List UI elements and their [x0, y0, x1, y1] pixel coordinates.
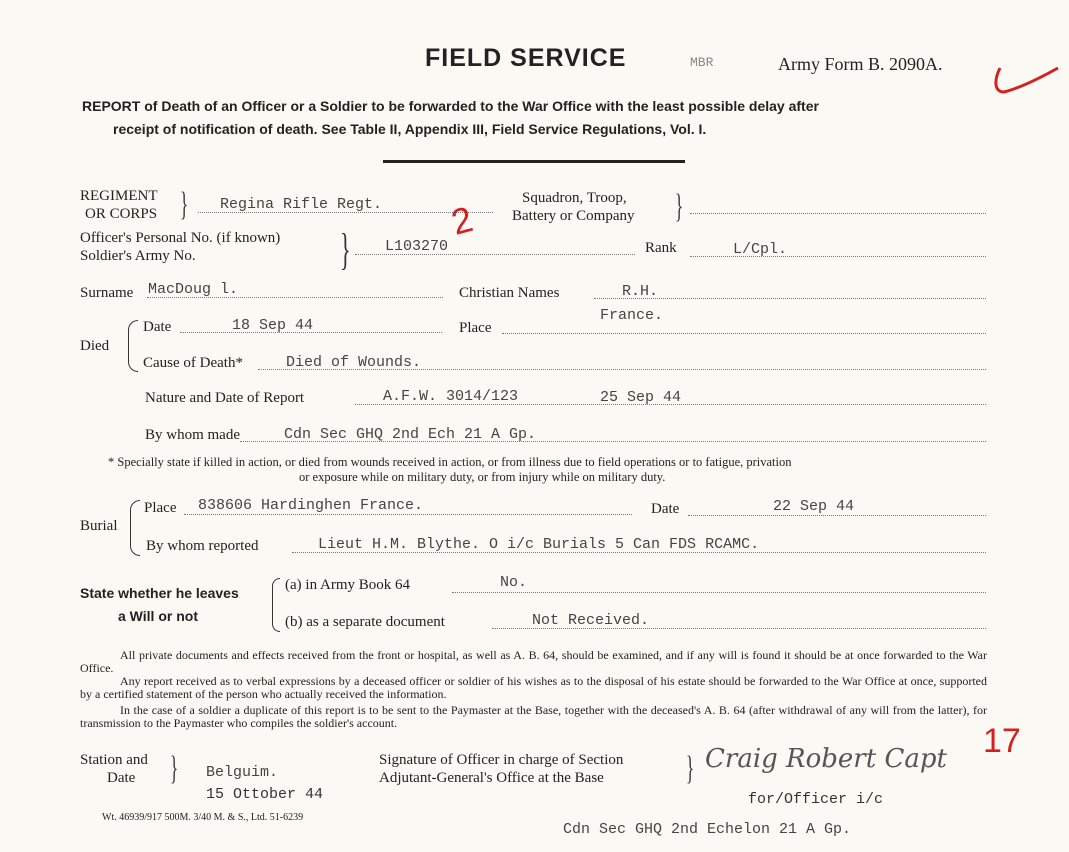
brace: }: [170, 750, 179, 787]
label-battery: Battery or Company: [512, 208, 635, 224]
rank-value: L/Cpl.: [733, 241, 788, 258]
burial-place-value: 838606 Hardinghen France.: [198, 497, 424, 514]
label-cause-of-death: Cause of Death*: [143, 355, 243, 371]
regiment-value: Regina Rifle Regt.: [220, 196, 383, 213]
label-corps: OR CORPS: [85, 206, 158, 222]
christian-names-value: R.H.: [622, 283, 659, 300]
red-annotation: 17: [983, 722, 1021, 760]
printer-imprint: Wt. 46939/917 500M. 3/40 M. & S., Ltd. 51-6239: [102, 812, 304, 823]
brace: }: [340, 225, 351, 274]
report-nature-value: A.F.W. 3014/123: [383, 388, 519, 405]
label-surname: Surname: [80, 285, 134, 301]
brace: }: [675, 188, 684, 225]
label-by-whom-made: By whom made: [145, 427, 240, 443]
label-soldier-no: Soldier's Army No.: [80, 248, 196, 264]
label-burial: Burial: [80, 518, 118, 534]
label-nature-of-report: Nature and Date of Report: [145, 390, 305, 406]
death-date-value: 18 Sep 44: [232, 317, 314, 334]
stamp: MBR: [690, 55, 714, 70]
instruction-line-2: receipt of notification of death. See Table II, Appendix III, Field Service Regulations, Vol. I.: [113, 121, 707, 137]
burial-reported-value: Lieut H.M. Blythe. O i/c Burials 5 Can FDS RCAMC.: [318, 536, 760, 553]
unit-value: Cdn Sec GHQ 2nd Echelon 21 A Gp.: [563, 821, 852, 838]
form-title: FIELD SERVICE: [425, 44, 627, 72]
report-date-value: 25 Sep 44: [600, 389, 682, 406]
label-will-question: State whether he leaves: [80, 585, 239, 601]
surname-value: MacDoug l.: [148, 281, 239, 298]
label-regiment: REGIMENT: [80, 188, 158, 204]
label-christian-names: Christian Names: [459, 285, 560, 301]
separate-document-value: Not Received.: [532, 612, 650, 629]
instruction-paragraph: Any report received as to verbal expressions by a deceased officer or soldier of his wishes as to the disposal of his estate should be forwarded to the War Office at once, supported by a certified statement of the person who actually received the information.: [80, 674, 987, 701]
brace: [130, 500, 140, 556]
label-date: Date: [143, 319, 172, 335]
footnote-line-1: * Specially state if killed in action, or died from wounds received in action, or from illness due to field operations or to fatigue, privation: [108, 455, 792, 469]
instruction-line-1: REPORT of Death of an Officer or a Soldier to be forwarded to the War Office with the least possible delay after: [82, 98, 819, 114]
label-station-date: Date: [107, 770, 136, 786]
form-number: Army Form B. 2090A.: [778, 54, 943, 74]
brace: [128, 320, 138, 372]
station-date-value: 15 Ottober 44: [206, 786, 324, 803]
footnote-line-2: or exposure while on military duty, or from injury while on military duty.: [299, 470, 666, 484]
label-separate-document: (b) as a separate document: [285, 614, 445, 630]
label-will-question-2: a Will or not: [118, 608, 198, 624]
brace: }: [180, 186, 189, 223]
signature: Craig Robert Capt: [705, 744, 947, 774]
brace: }: [686, 750, 695, 787]
by-whom-made-value: Cdn Sec GHQ 2nd Ech 21 A Gp.: [284, 426, 537, 443]
instruction-paragraph: All private documents and effects received from the front or hospital, as well as A. B. 64, should be examined, and if any will is found it should be at once forwarded to the War Office.: [80, 648, 987, 675]
burial-date-value: 22 Sep 44: [773, 498, 855, 515]
for-officer-value: for/Officer i/c: [748, 791, 884, 808]
army-number-value: L103270: [385, 238, 449, 255]
brace: [272, 578, 280, 632]
label-army-book-64: (a) in Army Book 64: [285, 577, 410, 593]
label-died: Died: [80, 338, 110, 354]
label-rank: Rank: [645, 240, 677, 256]
instruction-paragraph: In the case of a soldier a duplicate of this report is to be sent to the Paymaster at the Base, together with the deceased's A. B. 64 (after withdrawal of any will from the latter), for transmission to the Paymaster who compiles the soldier's account.: [80, 703, 987, 730]
divider: [383, 160, 685, 163]
cause-of-death-value: Died of Wounds.: [286, 354, 422, 371]
label-station: Station and: [80, 752, 148, 768]
death-place-value: France.: [600, 307, 664, 324]
label-burial-date: Date: [651, 501, 680, 517]
label-signature: Signature of Officer in charge of Section: [379, 752, 624, 768]
army-book-will-value: No.: [500, 574, 528, 591]
label-burial-reported: By whom reported: [146, 538, 259, 554]
label-squadron: Squadron, Troop,: [522, 190, 627, 206]
label-officer-no: Officer's Personal No. (if known): [80, 230, 281, 246]
label-place: Place: [459, 320, 492, 336]
label-burial-place: Place: [144, 500, 177, 516]
red-tick-mark: [990, 60, 1065, 100]
red-annotation: 2: [446, 198, 477, 243]
station-value: Belguim.: [206, 764, 279, 781]
label-adjutant-office: Adjutant-General's Office at the Base: [379, 770, 604, 786]
